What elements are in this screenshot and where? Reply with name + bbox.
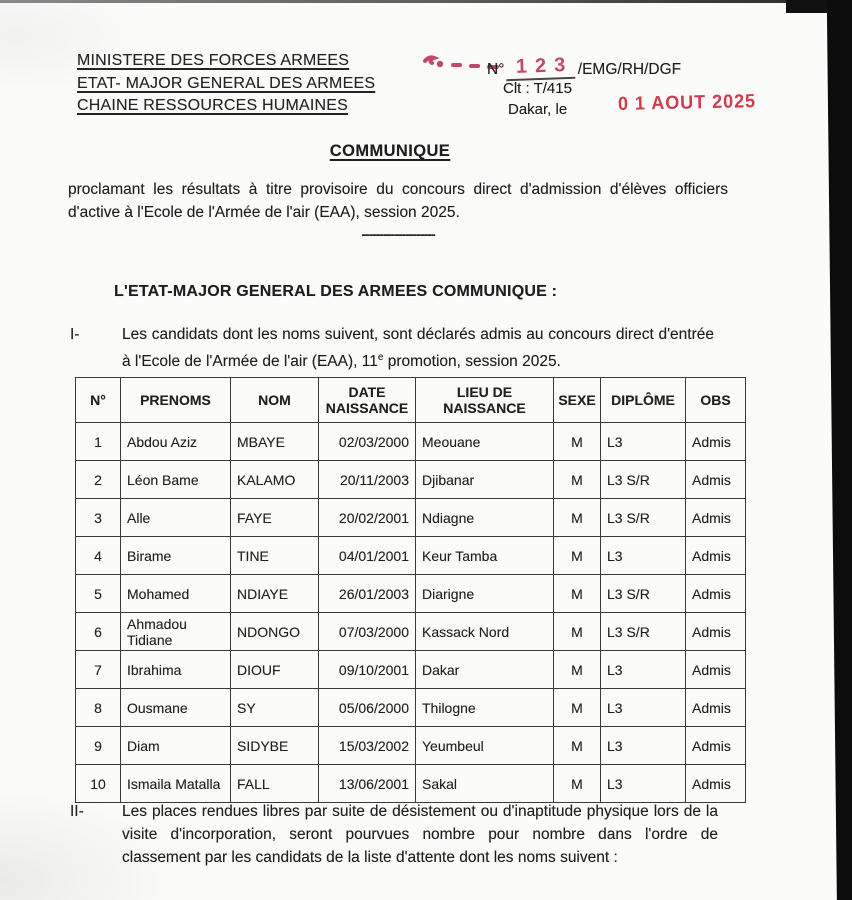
cell-sexe: M: [554, 651, 601, 689]
header-prenoms: PRENOMS: [121, 378, 231, 423]
cell-lieu-naissance: Dakar: [416, 651, 554, 689]
cell-obs: Admis: [686, 499, 746, 537]
intro-paragraph: proclamant les résultats à titre provisoire du concours direct d'admission d'élèves officiers d'active à l'Ecole de l'Armée de l'air (EAA), session 2025.: [68, 181, 728, 221]
cell-obs: Admis: [686, 613, 746, 651]
table-row: [76, 423, 746, 461]
cell-obs: Admis: [686, 689, 746, 727]
cell-prenoms: Léon Bame: [121, 461, 231, 499]
cell-date-naissance: 20/11/2003: [319, 461, 416, 499]
cell-prenoms: Ibrahima: [121, 651, 231, 689]
cell-num: 6: [76, 613, 121, 651]
cell-obs: Admis: [686, 537, 746, 575]
date-stamp: 0 1 AOUT 2025: [617, 91, 757, 115]
section-1: [70, 323, 730, 373]
cell-date-naissance: 04/01/2001: [319, 537, 416, 575]
cell-nom: TINE: [231, 537, 319, 575]
admitted-candidates-table: [75, 377, 746, 803]
cell-obs: Admis: [686, 461, 746, 499]
table-header-row: [76, 378, 746, 423]
cell-diplome: L3: [601, 651, 686, 689]
cell-diplome: L3 S/R: [601, 499, 686, 537]
cell-diplome: L3 S/R: [601, 575, 686, 613]
scan-right-edge-artifact: [824, 0, 852, 900]
section-2: [70, 800, 730, 869]
scan-corner-artifact: [786, 0, 832, 13]
cell-nom: MBAYE: [231, 423, 319, 461]
cell-prenoms: Diam: [121, 727, 231, 765]
table-row: [76, 499, 746, 537]
cell-date-naissance: 07/03/2000: [319, 613, 416, 651]
cell-obs: Admis: [686, 651, 746, 689]
letterhead-line: ETAT- MAJOR GENERAL DES ARMEES: [77, 74, 376, 92]
cell-diplome: L3: [601, 727, 686, 765]
cell-prenoms: Mohamed: [121, 575, 231, 613]
header-obs: OBS: [686, 378, 746, 423]
table-row: [76, 651, 746, 689]
cell-sexe: M: [554, 423, 601, 461]
cell-lieu-naissance: Thilogne: [416, 689, 554, 727]
reference-number-label: N°: [487, 61, 505, 78]
cell-num: 5: [76, 575, 121, 613]
cell-date-naissance: 05/06/2000: [319, 689, 416, 727]
cell-diplome: L3 S/R: [601, 613, 686, 651]
header-lieu-naissance: LIEU DE NAISSANCE: [416, 378, 554, 423]
cell-date-naissance: 26/01/2003: [319, 575, 416, 613]
header-nom: NOM: [231, 378, 319, 423]
cell-prenoms: Alle: [121, 499, 231, 537]
cell-lieu-naissance: Djibanar: [416, 461, 554, 499]
cell-sexe: M: [554, 613, 601, 651]
cell-num: 4: [76, 537, 121, 575]
section-1-numeral: I-: [70, 326, 80, 343]
cell-nom: KALAMO: [231, 461, 319, 499]
header-diplome: DIPLÔME: [601, 378, 686, 423]
cell-num: 1: [76, 423, 121, 461]
handwritten-reference-number: 123: [506, 54, 576, 81]
cell-lieu-naissance: Ndiagne: [416, 499, 554, 537]
cell-sexe: M: [554, 765, 601, 803]
header-date-naissance: DATE NAISSANCE: [319, 378, 416, 423]
cell-obs: Admis: [686, 727, 746, 765]
cell-prenoms: Ismaila Matalla: [121, 765, 231, 803]
cell-nom: SIDYBE: [231, 727, 319, 765]
cell-diplome: L3: [601, 423, 686, 461]
cell-num: 7: [76, 651, 121, 689]
table-row: [76, 537, 746, 575]
cell-lieu-naissance: Meouane: [416, 423, 554, 461]
letterhead: [77, 50, 375, 118]
cell-prenoms: Ousmane: [121, 689, 231, 727]
table-row: [76, 689, 746, 727]
cell-nom: NDIAYE: [231, 575, 319, 613]
cell-lieu-naissance: Keur Tamba: [416, 537, 554, 575]
cell-num: 2: [76, 461, 121, 499]
cell-diplome: L3: [601, 689, 686, 727]
cell-diplome: L3: [601, 537, 686, 575]
cell-nom: NDONGO: [231, 613, 319, 651]
dateline-label: Dakar, le: [508, 101, 568, 118]
reference-number-line: [487, 53, 682, 82]
cell-obs: Admis: [686, 765, 746, 803]
reference-number-suffix: /EMG/RH/DGF: [577, 61, 682, 78]
cell-nom: FAYE: [231, 499, 319, 537]
cell-diplome: L3: [601, 765, 686, 803]
section-2-text: Les places rendues libres par suite de désistement ou d'inaptitude physique lors de la visite d'incorporation, seront pourvues nombre pour nombre dans l'ordre de classement par les candidats de la liste d'attente dont les noms suivent :: [122, 803, 718, 866]
classification-line: Clt : T/415: [503, 80, 572, 97]
cell-prenoms: Birame: [121, 537, 231, 575]
cell-obs: Admis: [686, 423, 746, 461]
cell-sexe: M: [554, 727, 601, 765]
cell-lieu-naissance: Kassack Nord: [416, 613, 554, 651]
cell-num: 9: [76, 727, 121, 765]
letterhead-line: MINISTERE DES FORCES ARMEES: [77, 52, 350, 69]
scan-top-edge-artifact: [0, 0, 852, 3]
section-1-text: Les candidats dont les noms suivent, sont déclarés admis au concours direct d'entrée à l'Ecole de l'Armée de l'air (EAA), 11e promotion, session 2025.: [122, 326, 714, 371]
cell-lieu-naissance: Sakal: [416, 765, 554, 803]
dashed-separator: --------------------: [361, 226, 435, 242]
cell-prenoms: Ahmadou Tidiane: [121, 613, 231, 651]
cell-sexe: M: [554, 689, 601, 727]
cell-num: 3: [76, 499, 121, 537]
table-row: [76, 727, 746, 765]
letterhead-line: CHAINE RESSOURCES HUMAINES: [77, 97, 349, 114]
cell-sexe: M: [554, 537, 601, 575]
ordinal-superscript: e: [377, 352, 384, 363]
cell-nom: DIOUF: [231, 651, 319, 689]
cell-date-naissance: 20/02/2001: [319, 499, 416, 537]
cell-date-naissance: 09/10/2001: [319, 651, 416, 689]
header-sexe: SEXE: [554, 378, 601, 423]
cell-nom: SY: [231, 689, 319, 727]
cell-nom: FALL: [231, 765, 319, 803]
table-row: [76, 461, 746, 499]
cell-sexe: M: [554, 499, 601, 537]
cell-lieu-naissance: Diarigne: [416, 575, 554, 613]
cell-diplome: L3 S/R: [601, 461, 686, 499]
table-row: [76, 613, 746, 651]
document-title: COMMUNIQUE: [329, 142, 451, 160]
cell-prenoms: Abdou Aziz: [121, 423, 231, 461]
section-2-numeral: II-: [70, 803, 84, 820]
table-row: [76, 765, 746, 803]
table-row: [76, 575, 746, 613]
cell-date-naissance: 13/06/2001: [319, 765, 416, 803]
cell-num: 10: [76, 765, 121, 803]
cell-date-naissance: 15/03/2002: [319, 727, 416, 765]
table-header: [76, 378, 746, 423]
announcement-heading: L'ETAT-MAJOR GENERAL DES ARMEES COMMUNIQUE :: [114, 283, 558, 300]
cell-lieu-naissance: Yeumbeul: [416, 727, 554, 765]
cell-num: 8: [76, 689, 121, 727]
results-table-body: [76, 423, 746, 803]
cell-obs: Admis: [686, 575, 746, 613]
cell-sexe: M: [554, 461, 601, 499]
cell-date-naissance: 02/03/2000: [319, 423, 416, 461]
cell-sexe: M: [554, 575, 601, 613]
header-num: N°: [76, 378, 121, 423]
